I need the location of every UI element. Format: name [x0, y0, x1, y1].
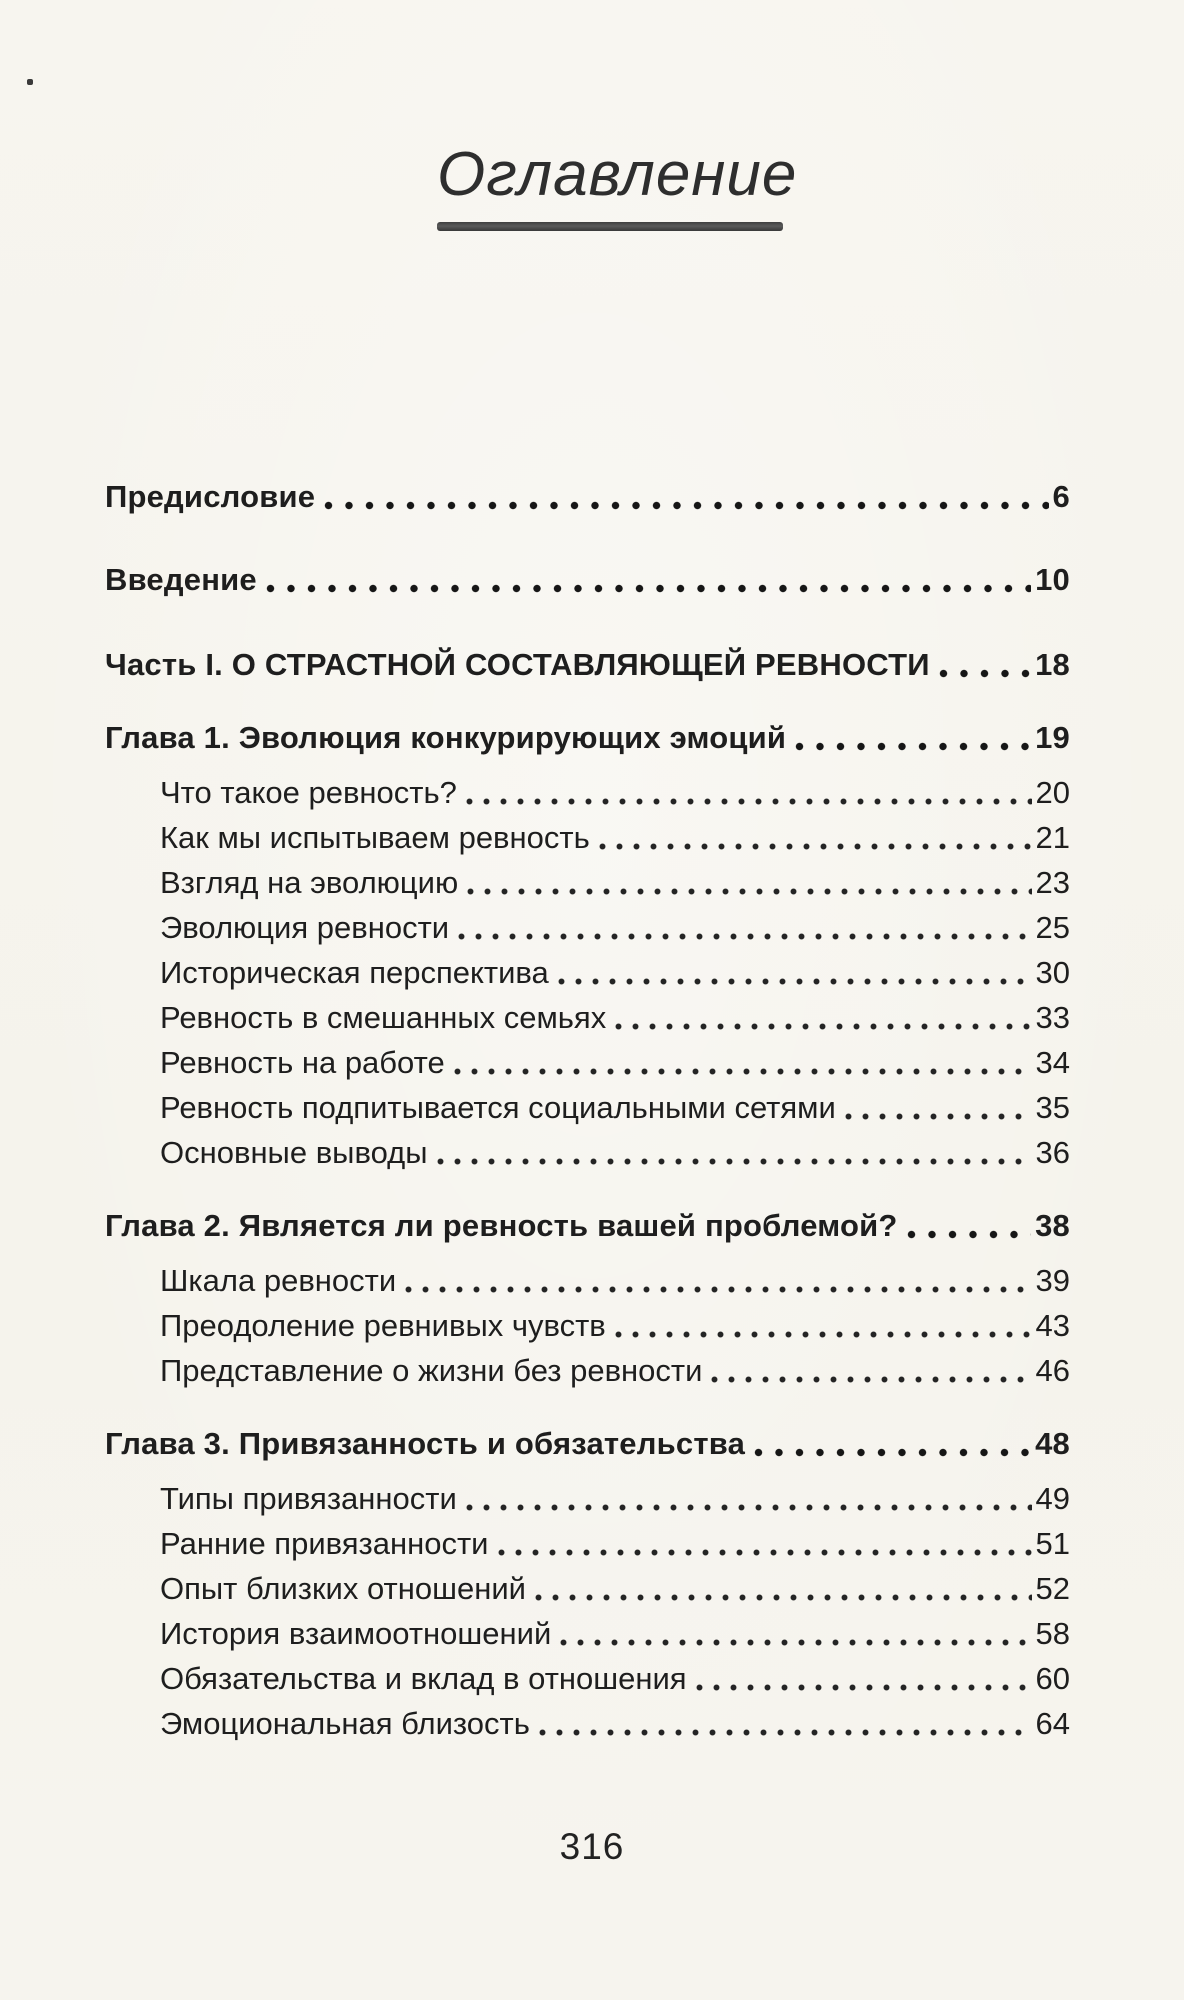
toc-entry [105, 715, 1070, 760]
toc-entry-page: 35 [1035, 1090, 1070, 1125]
scan-speck [27, 79, 33, 85]
dot-leader [599, 842, 1032, 851]
dot-leader [558, 977, 1032, 986]
toc-entry-label: Эволюция ревности [160, 910, 450, 945]
toc-entry [105, 950, 1070, 995]
toc-entry [105, 642, 1070, 687]
toc-entry-page: 64 [1035, 1706, 1070, 1741]
toc-entry [105, 1203, 1070, 1248]
toc-entry-label: Что такое ревность? [160, 775, 457, 810]
toc-entry [105, 557, 1070, 602]
toc-entry [105, 1085, 1070, 1130]
dot-leader [939, 669, 1031, 678]
dot-leader [454, 1067, 1032, 1076]
dot-leader [754, 1448, 1031, 1457]
toc-entry-label: Глава 1. Эволюция конкурирующих эмоций [105, 720, 787, 755]
toc-entry [105, 1348, 1070, 1393]
dot-leader [467, 887, 1031, 896]
toc-entry [105, 1303, 1070, 1348]
toc-entry-label: Историческая перспектива [160, 955, 549, 990]
toc-entry-label: Часть I. О СТРАСТНОЙ СОСТАВЛЯЮЩЕЙ РЕВНОСТИ [105, 647, 930, 682]
toc-entry-label: Опыт близких отношений [160, 1571, 526, 1606]
toc-entry [105, 1656, 1070, 1701]
toc-entry-page: 51 [1035, 1526, 1070, 1561]
toc-entry-page: 30 [1035, 955, 1070, 990]
toc-entry-page: 48 [1035, 1426, 1070, 1461]
toc-entry-page: 10 [1035, 562, 1070, 597]
dot-leader [466, 1503, 1032, 1512]
title-underline-rule [437, 222, 783, 231]
toc-entry-page: 43 [1035, 1308, 1070, 1343]
dot-leader [535, 1593, 1032, 1602]
dot-leader [711, 1375, 1031, 1384]
toc-entry-page: 36 [1035, 1135, 1070, 1170]
toc-entry-label: Ревность подпитывается социальными сетями [160, 1090, 836, 1125]
toc-entry [105, 1566, 1070, 1611]
dot-leader [907, 1230, 1032, 1239]
toc-entry-page: 23 [1035, 865, 1070, 900]
toc-entry-label: Ревность в смешанных семьях [160, 1000, 607, 1035]
toc-entry-label: Глава 3. Привязанность и обязательства [105, 1426, 746, 1461]
dot-leader [615, 1330, 1032, 1339]
toc-entry-page: 38 [1035, 1208, 1070, 1243]
toc-entry-page: 21 [1035, 820, 1070, 855]
toc-entry-label: Основные выводы [160, 1135, 428, 1170]
toc-entry [105, 1040, 1070, 1085]
toc-entry-label: Ревность на работе [160, 1045, 445, 1080]
folio-page-number: 316 [559, 1826, 625, 1867]
toc-entry-label: Преодоление ревнивых чувств [160, 1308, 606, 1343]
toc-entry [105, 1476, 1070, 1521]
dot-leader [498, 1548, 1032, 1557]
toc-entry-page: 52 [1035, 1571, 1070, 1606]
toc-entry-label: Введение [105, 562, 257, 597]
toc-entry-page: 49 [1035, 1481, 1070, 1516]
dot-leader [466, 797, 1032, 806]
toc-entry-label: Глава 2. Является ли ревность вашей проблемой? [105, 1208, 898, 1243]
toc-entry-page: 34 [1035, 1045, 1070, 1080]
toc-entry-label: Обязательства и вклад в отношения [160, 1661, 687, 1696]
toc-entry-page: 25 [1035, 910, 1070, 945]
page-title: Оглавление [437, 140, 798, 209]
toc-entry [105, 905, 1070, 950]
toc-entry-page: 20 [1035, 775, 1070, 810]
toc-entry [105, 815, 1070, 860]
toc-entry-label: Взгляд на эволюцию [160, 865, 459, 900]
toc-entry-page: 60 [1035, 1661, 1070, 1696]
toc-entry [105, 1701, 1070, 1746]
dot-leader [615, 1022, 1031, 1031]
toc-entry [105, 1130, 1070, 1175]
toc-entry-label: Как мы испытываем ревность [160, 820, 590, 855]
toc-entry-label: Предисловие [105, 479, 316, 514]
toc-entry-label: Эмоциональная близость [160, 1706, 530, 1741]
toc-entry-page: 33 [1035, 1000, 1070, 1035]
toc-entry-label: Типы привязанности [160, 1481, 457, 1516]
dot-leader [266, 584, 1031, 593]
toc-entry-page: 46 [1035, 1353, 1070, 1388]
toc-entry [105, 1421, 1070, 1466]
toc-entry-label: История взаимоотношений [160, 1616, 552, 1651]
toc-entry [105, 995, 1070, 1040]
dot-leader [696, 1683, 1032, 1692]
toc-entry [105, 1521, 1070, 1566]
dot-leader [324, 501, 1048, 510]
dot-leader [795, 742, 1031, 751]
dot-leader [437, 1157, 1032, 1166]
toc-list [105, 474, 1070, 1746]
dot-leader [539, 1728, 1032, 1737]
toc-entry-label: Шкала ревности [160, 1263, 397, 1298]
toc-entry [105, 1611, 1070, 1656]
dot-leader [458, 932, 1031, 941]
toc-entry-page: 19 [1035, 720, 1070, 755]
toc-title-block [437, 138, 798, 231]
toc-entry-page: 58 [1035, 1616, 1070, 1651]
toc-entry-label: Ранние привязанности [160, 1526, 489, 1561]
toc-entry-page: 18 [1035, 647, 1070, 682]
toc-entry-page: 6 [1052, 479, 1070, 514]
dot-leader [405, 1285, 1031, 1294]
toc-entry [105, 1258, 1070, 1303]
toc-entry-label: Представление о жизни без ревности [160, 1353, 703, 1388]
toc-entry [105, 860, 1070, 905]
toc-entry [105, 770, 1070, 815]
toc-entry [105, 474, 1070, 519]
toc-entry-page: 39 [1035, 1263, 1070, 1298]
dot-leader [560, 1638, 1031, 1647]
dot-leader [845, 1112, 1032, 1121]
